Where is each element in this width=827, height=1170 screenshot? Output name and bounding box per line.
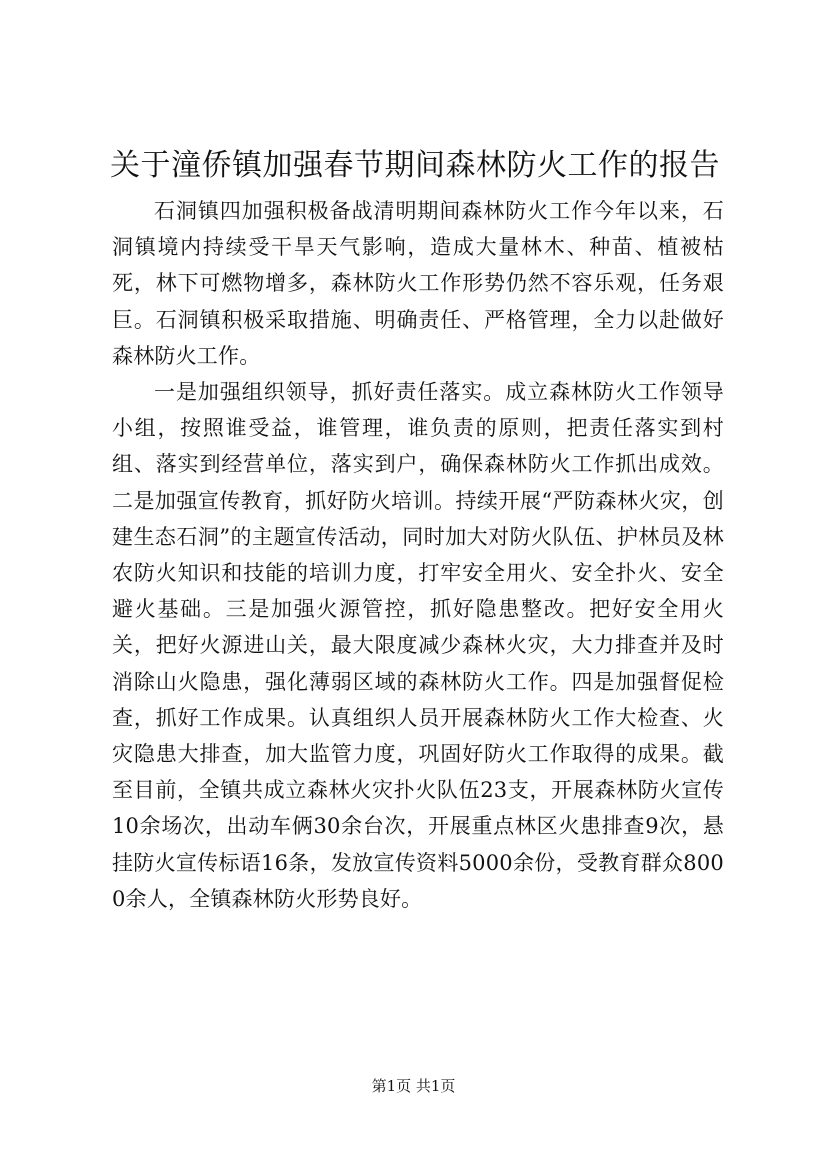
- document-title: 关于潼侨镇加强春节期间森林防火工作的报告: [110, 148, 720, 183]
- page-footer: 第1页 共1页: [371, 1077, 456, 1095]
- paragraph-measures: 一是加强组织领导，抓好责任落实。成立森林防火工作领导小组，按照谁受益，谁管理，谁负责的原则，把责任落实到村组、落实到经营单位，落实到户，确保森林防火工作抓出成效。二是加强宣传教育，抓好防火培训。持续开展“严防森林火灾，创建生态石洞”的主题宣传活动，同时加大对防火队伍、护林员及林农防火知识和技能的培训力度，打牢安全用火、安全扑火、安全避火基础。三是加强火源管控，抓好隐患整改。把好安全用火关，把好火源进山关，最大限度减少森林火灾，大力排查并及时消除山火隐患，强化薄弱区域的森林防火工作。四是加强督促检查，抓好工作成果。认真组织人员开展森林防火工作大检查、火灾隐患大排查，加大监管力度，巩固好防火工作取得的成果。截至目前，全镇共成立森林火灾扑火队伍23支，开展森林防火宣传10余场次，出动车俩30余台次，开展重点林区火患排查9次，悬挂防火宣传标语16条，发放宣传资料5000余份，受教育群众8000余人，全镇森林防火形势良好。: [112, 380, 724, 911]
- paragraph-intro: 石洞镇四加强积极备战清明期间森林防火工作今年以来，石洞镇境内持续受干旱天气影响，造成大量林木、种苗、植被枯死，林下可燃物增多，森林防火工作形势仍然不容乐观，任务艰巨。石洞镇积极采取措施、明确责任、严格管理，全力以赴做好森林防火工作。: [112, 199, 724, 368]
- document-body: [112, 193, 724, 917]
